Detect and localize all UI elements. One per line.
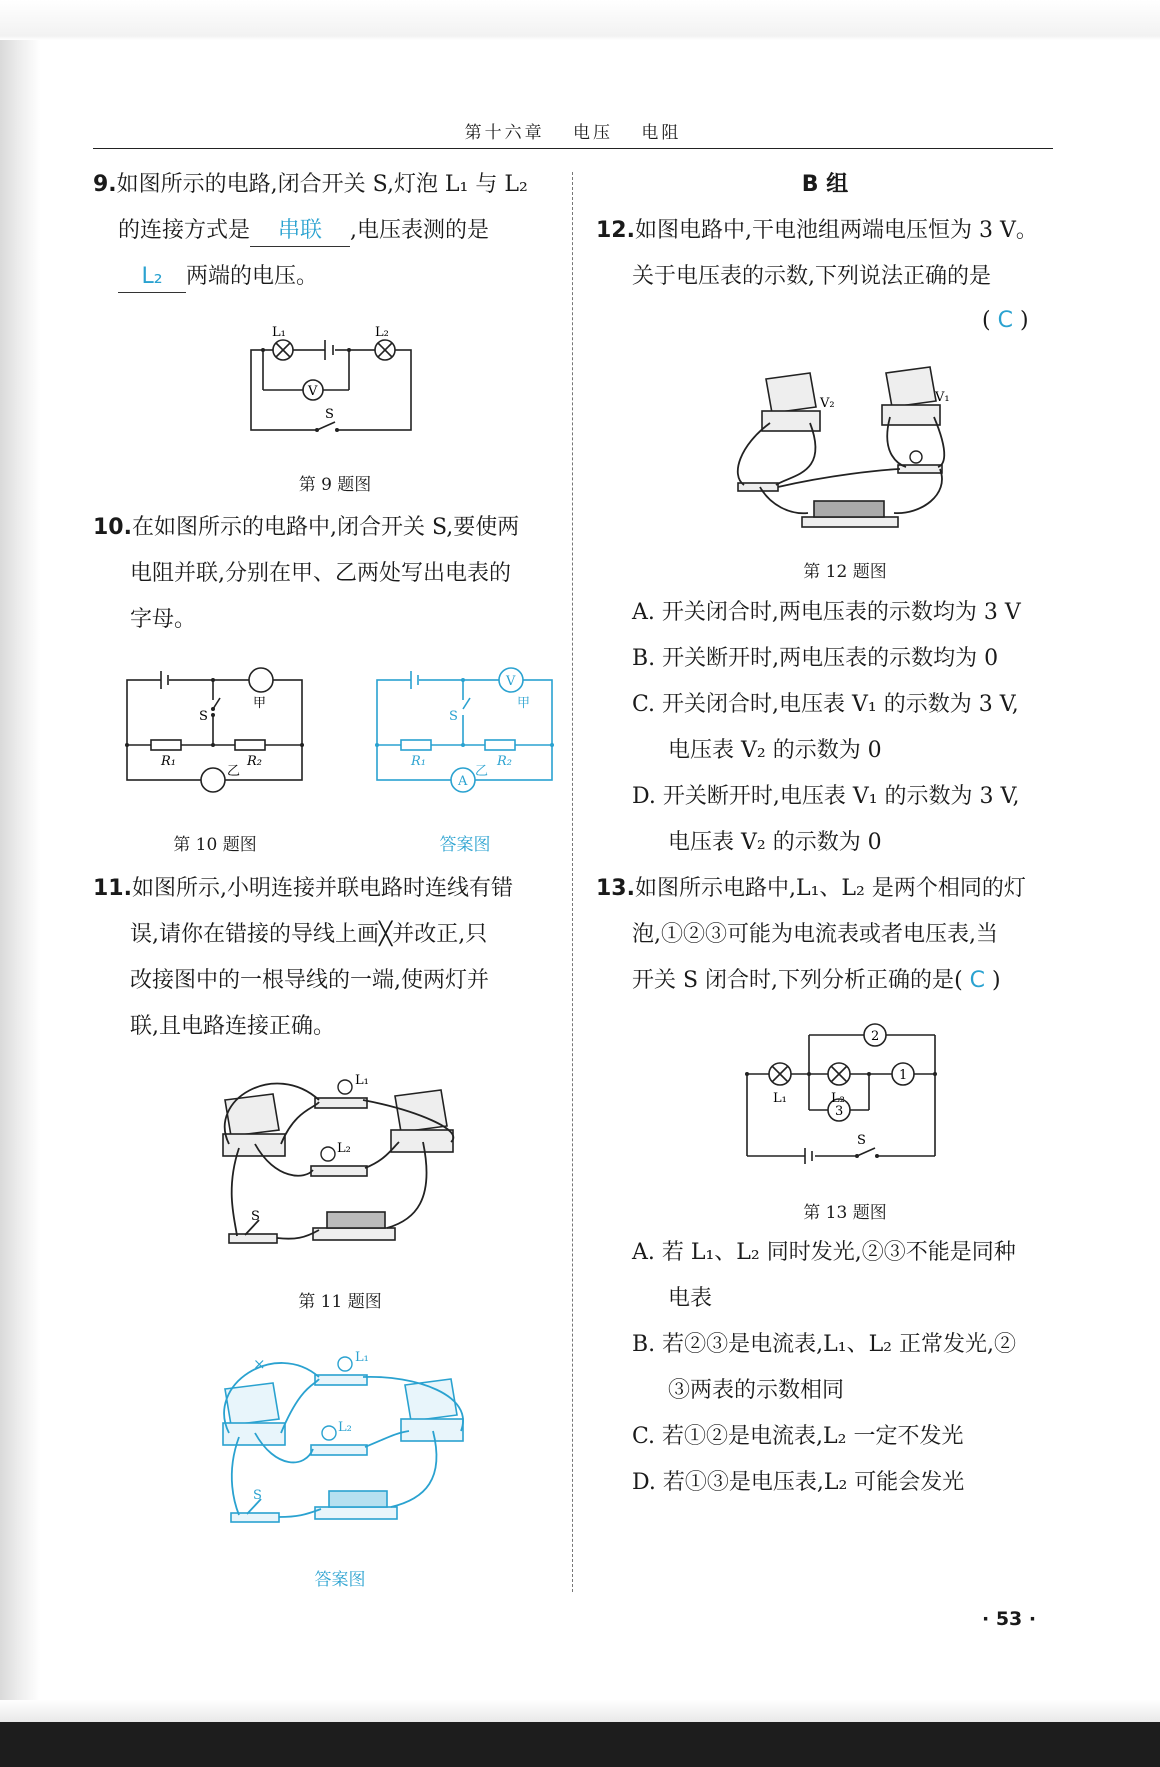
q10-line-1	[93, 505, 519, 551]
group-b-title: B 组	[801, 172, 849, 197]
q12-option-c: C. 开关闭合时,电压表 V₁ 的示数为 3 V,	[632, 692, 1019, 717]
q13-label-l1: L₁	[773, 1091, 787, 1106]
q9-label-l1: L₁	[272, 325, 286, 340]
q9-circuit-figure	[245, 322, 425, 442]
q13-line-2: 泡,①②③可能为电流表或者电压表,当	[632, 922, 998, 947]
column-divider	[572, 172, 573, 1592]
q12-label-v2: V₂	[820, 396, 835, 411]
q12-physical-circuit-figure	[730, 365, 950, 525]
q11-label-l1: L₁	[355, 1073, 369, 1088]
q10-circuit-figure	[125, 665, 310, 800]
q11-line-3: 改接图中的一根导线的一端,使两灯并	[130, 968, 489, 993]
q9-label-l2: L₂	[375, 325, 389, 340]
q13-option-a-cont: 电表	[668, 1286, 713, 1311]
q9-label-v: V	[308, 384, 318, 399]
q13-option-c: C. 若①②是电流表,L₂ 一定不发光	[632, 1424, 964, 1449]
q12-option-c-cont: 电压表 V₂ 的示数为 0	[668, 738, 882, 763]
q10-answer-label-s: S	[449, 709, 458, 724]
q9-line-3	[118, 254, 318, 300]
q11-answer-label-s: S	[253, 1488, 262, 1503]
q12-text-1: 如图电路中,干电池组两端电压恒为 3 V。	[634, 218, 1038, 243]
q13-label-l2: L₂	[831, 1091, 845, 1106]
q13-meter-3: 3	[835, 1104, 844, 1119]
q10-label-jia: 甲	[253, 696, 267, 711]
q10-answer-label-jia: 甲	[517, 696, 531, 711]
q12-option-a: A. 开关闭合时,两电压表的示数均为 3 V	[632, 600, 1021, 625]
q10-line-2: 电阻并联,分别在甲、乙两处写出电表的	[130, 561, 511, 586]
q12-line-1	[596, 208, 1038, 254]
q13-meter-1: 1	[899, 1068, 908, 1083]
chapter-title: 第十六章	[464, 123, 545, 143]
q10-label-s: S	[199, 709, 208, 724]
q13-line-1	[596, 866, 1026, 912]
q11-answer-caption: 答案图	[314, 1570, 366, 1590]
q13-text-3: 开关 S 闭合时,下列分析正确的是	[632, 968, 955, 993]
q11-answer-figure	[205, 1345, 470, 1535]
q12-answer: C	[997, 308, 1013, 333]
q13-figure-caption: 第 13 题图	[803, 1203, 887, 1223]
q12-option-b: B. 开关断开时,两电压表的示数均为 0	[632, 646, 999, 671]
q13-text-1: 如图所示电路中,L₁、L₂ 是两个相同的灯	[634, 876, 1026, 901]
q13-answer: C	[969, 968, 986, 993]
q11-physical-circuit-figure	[215, 1070, 465, 1255]
q9-figure-caption: 第 9 题图	[298, 475, 372, 495]
q13-number: 13.	[596, 876, 635, 901]
q10-answer-label-r2: R₂	[497, 754, 512, 769]
q9-text-1: 如图所示的电路,闭合开关 S,灯泡 L₁ 与 L₂	[116, 172, 528, 197]
q12-answer-bracket: ( C )	[982, 308, 1029, 333]
q10-label-r1: R₁	[161, 754, 176, 769]
q9-text-2a: 的连接方式是	[118, 218, 251, 243]
q10-number: 10.	[93, 515, 132, 540]
running-header	[93, 118, 1053, 143]
q9-text-3: 两端的电压。	[186, 264, 319, 289]
q9-answer-2: L₂	[118, 262, 186, 293]
q10-text-1: 在如图所示的电路中,闭合开关 S,要使两	[131, 515, 520, 540]
q13-option-a: A. 若 L₁、L₂ 同时发光,②③不能是同种	[632, 1240, 1016, 1265]
q12-option-d-cont: 电压表 V₂ 的示数为 0	[668, 830, 882, 855]
q11-line-1	[93, 866, 513, 912]
q11-line-4: 联,且电路连接正确。	[130, 1014, 335, 1039]
q11-figure-caption: 第 11 题图	[298, 1292, 382, 1312]
q10-label-r2: R₂	[247, 754, 262, 769]
q11-text-1: 如图所示,小明连接并联电路时连线有错	[131, 876, 513, 901]
q10-line-3: 字母。	[130, 607, 197, 632]
q9-answer-1: 串联	[250, 216, 350, 247]
q13-circuit-figure	[745, 1020, 940, 1160]
q13-option-b-cont: ③两表的示数相同	[668, 1378, 845, 1403]
q13-meter-2: 2	[871, 1029, 880, 1044]
q9-label-s: S	[325, 407, 334, 422]
bottom-bar	[0, 1722, 1160, 1767]
header-topic-1: 电压	[573, 123, 613, 143]
q12-number: 12.	[596, 218, 635, 243]
q9-number: 9.	[93, 172, 117, 197]
q11-line-2: 误,请你在错接的导线上画╳并改正,只	[130, 922, 488, 947]
header-topic-2: 电阻	[641, 123, 682, 143]
page-bottom-shadow	[0, 1700, 1160, 1722]
q10-answer-label-r1: R₁	[411, 754, 426, 769]
page-top-shadow	[0, 0, 1160, 40]
q10-figure-caption: 第 10 题图	[173, 835, 257, 855]
q9-line-1	[93, 162, 528, 208]
header-rule	[93, 148, 1053, 149]
q10-answer-a: A	[458, 774, 468, 789]
q13-label-s: S	[857, 1133, 866, 1148]
q10-answer-caption: 答案图	[439, 835, 491, 855]
q13-line-3: 开关 S 闭合时,下列分析正确的是( C )	[632, 968, 1001, 993]
q12-line-2: 关于电压表的示数,下列说法正确的是	[632, 264, 991, 289]
q9-text-2b: ,电压表测的是	[350, 218, 490, 243]
q12-figure-caption: 第 12 题图	[803, 562, 887, 582]
q13-option-b: B. 若②③是电流表,L₁、L₂ 正常发光,②	[632, 1332, 1016, 1357]
q10-answer-figure	[375, 665, 560, 800]
q11-number: 11.	[93, 876, 132, 901]
q11-answer-label-l1: L₁	[355, 1350, 369, 1365]
q12-label-v1: V₁	[935, 390, 950, 405]
q9-line-2	[118, 208, 489, 254]
q10-label-yi: 乙	[227, 764, 241, 779]
page-number: · 53 ·	[982, 1608, 1037, 1630]
q10-answer-v: V	[506, 674, 516, 689]
q11-answer-label-l2: L₂	[338, 1420, 352, 1435]
q10-answer-label-yi: 乙	[475, 764, 489, 779]
q12-option-d: D. 开关断开时,电压表 V₁ 的示数为 3 V,	[632, 784, 1020, 809]
q11-label-s: S	[251, 1209, 260, 1224]
q11-label-l2: L₂	[337, 1141, 351, 1156]
q13-option-d: D. 若①③是电压表,L₂ 可能会发光	[632, 1470, 965, 1495]
q11-answer-x-mark: ×	[253, 1355, 266, 1373]
